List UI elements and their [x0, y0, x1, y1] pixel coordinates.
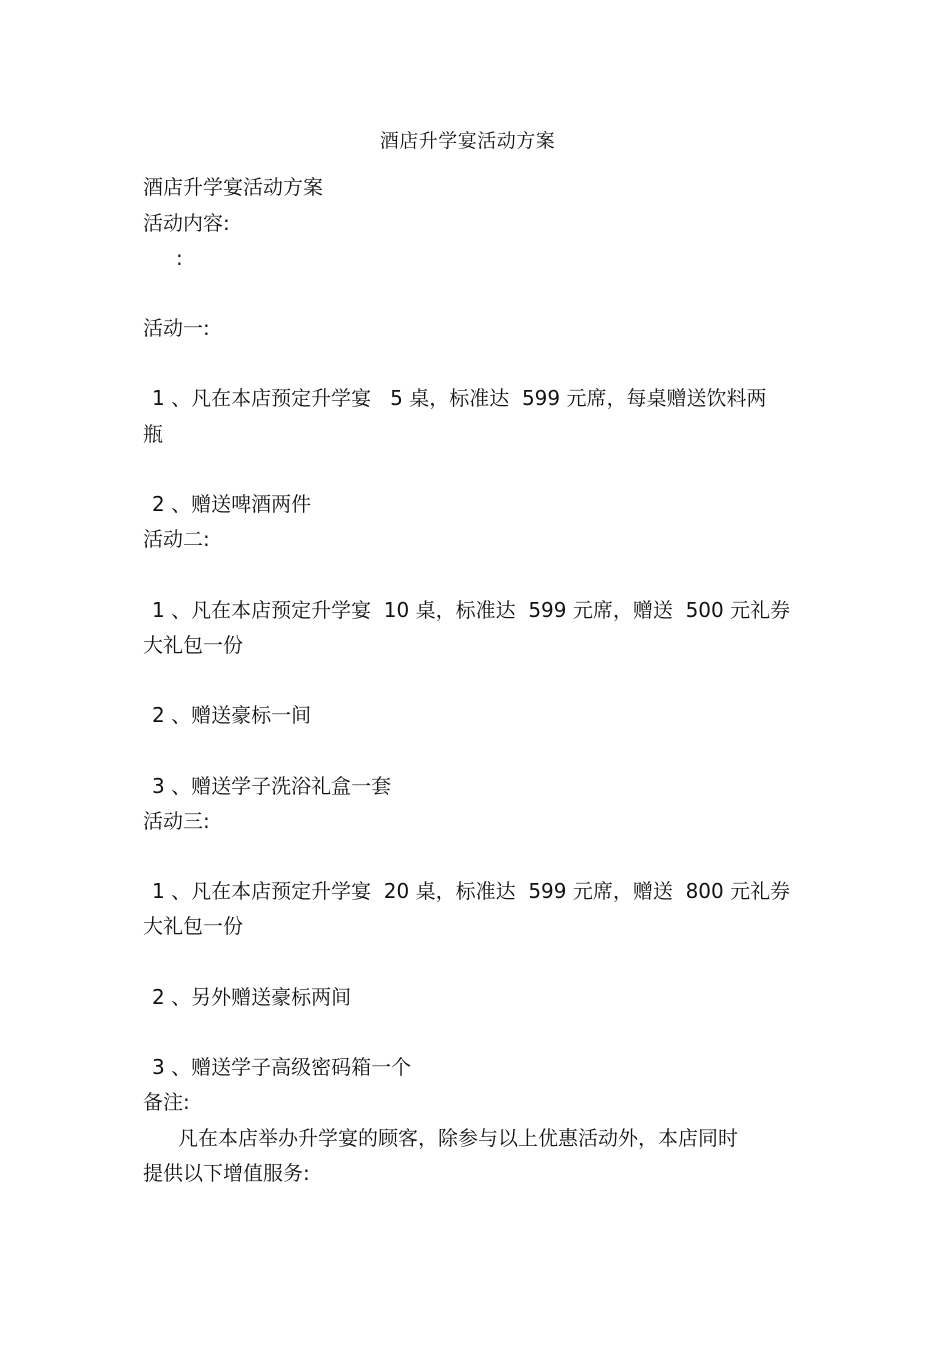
activity-2-heading: 活动二:	[143, 527, 210, 551]
activity-3-item-1-cont: 大礼包一份	[143, 914, 243, 938]
activity-3-item-3: 3 、赠送学子高级密码箱一个	[152, 1055, 412, 1079]
activity-2-item-3: 3 、赠送学子洗浴礼盒一套	[152, 774, 392, 798]
activity-1-item-1: 1 、凡在本店预定升学宴 5 桌，标准达 599 元席，每桌赠送饮料两	[152, 386, 767, 410]
activity-3-heading: 活动三:	[143, 809, 210, 833]
activity-3-item-2: 2 、另外赠送豪标两间	[152, 985, 352, 1009]
notes-paragraph-line-2: 提供以下增值服务:	[143, 1161, 310, 1185]
doc-section-label: 活动内容:	[143, 211, 230, 235]
activity-1-item-2: 2 、赠送啤酒两件	[152, 492, 312, 516]
notes-heading: 备注:	[143, 1090, 190, 1114]
activity-2-item-1-cont: 大礼包一份	[143, 633, 243, 657]
doc-heading: 酒店升学宴活动方案	[143, 175, 323, 199]
activity-1-heading: 活动一:	[143, 316, 210, 340]
document-title: 酒店升学宴活动方案	[379, 130, 556, 152]
activity-3-item-1: 1 、凡在本店预定升学宴 20 桌，标准达 599 元席，赠送 800 元礼券	[152, 879, 791, 903]
doc-colon-line: :	[176, 246, 183, 270]
activity-2-item-2: 2 、赠送豪标一间	[152, 703, 312, 727]
activity-2-item-1: 1 、凡在本店预定升学宴 10 桌，标准达 599 元席，赠送 500 元礼券	[152, 598, 791, 622]
activity-1-item-1-cont: 瓶	[143, 422, 163, 446]
notes-paragraph-line-1: 凡在本店举办升学宴的顾客，除参与以上优惠活动外，本店同时	[178, 1126, 738, 1150]
